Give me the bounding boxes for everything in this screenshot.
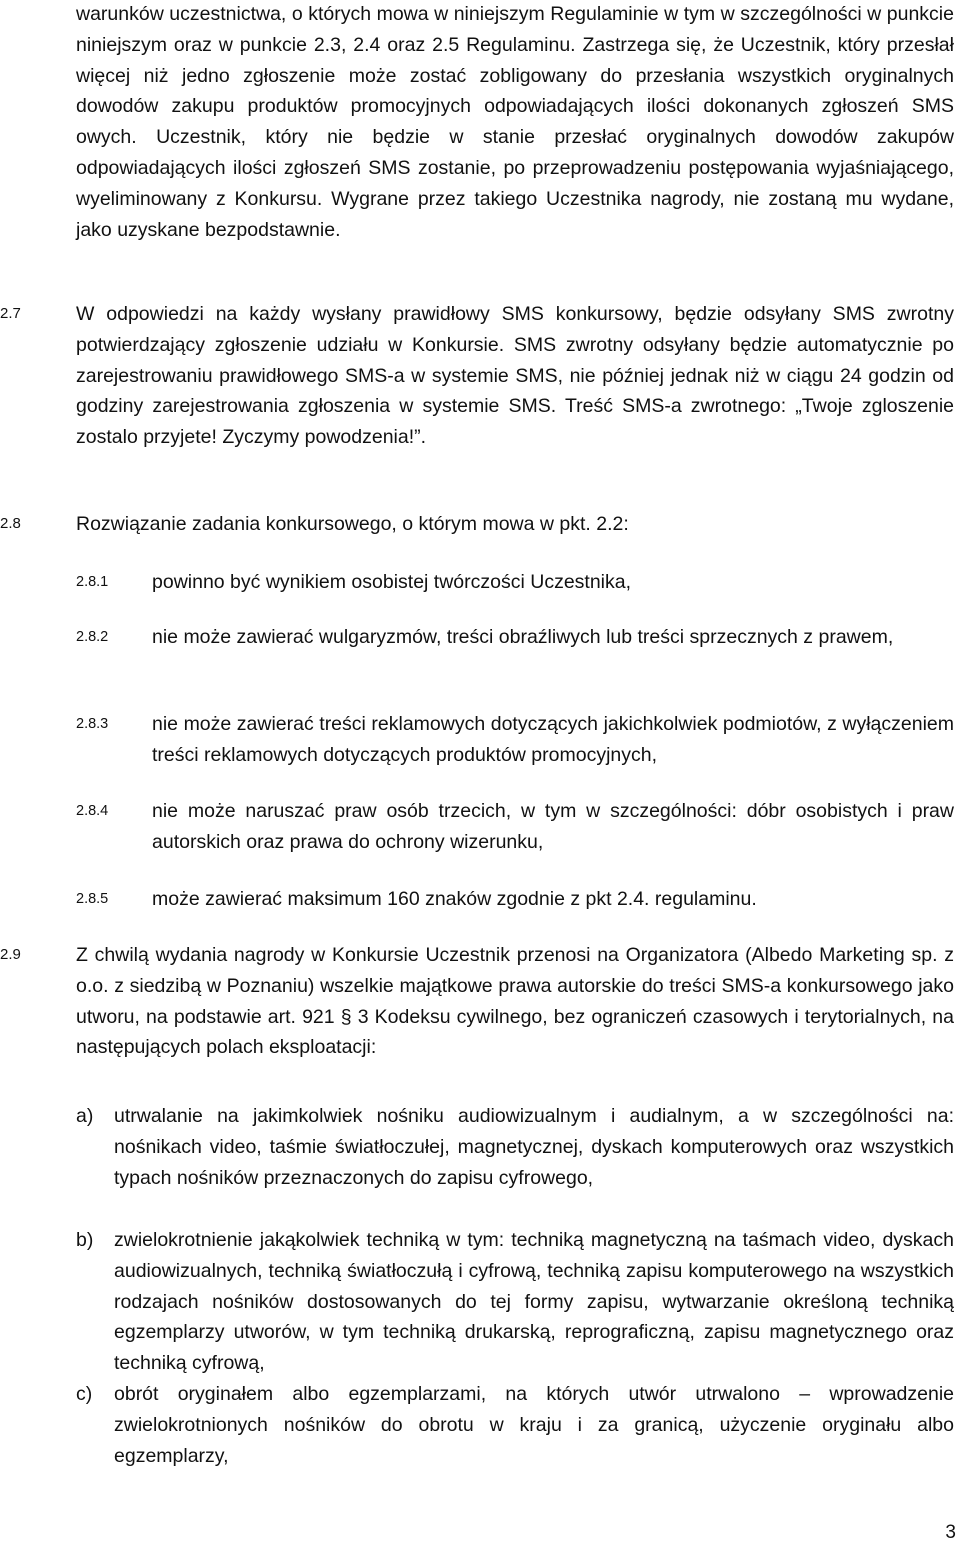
item-number-2-8-3: 2.8.3 bbox=[76, 716, 109, 732]
page-number: 3 bbox=[945, 1522, 956, 1543]
item-2-8-2-text: nie może zawierać wulgaryzmów, treści obraźliwych lub treści sprzecznych z prawem, bbox=[152, 626, 894, 648]
item-2-8-4-text: nie może naruszać praw osób trzecich, w tym w szczególności: dóbr osobistych i praw autorskich oraz prawa do ochrony wizerunku, bbox=[152, 800, 954, 853]
list-letter-a: a) bbox=[76, 1105, 94, 1127]
item-number-2-8-1: 2.8.1 bbox=[76, 574, 109, 590]
section-number-2-7: 2.7 bbox=[0, 305, 21, 322]
item-2-8-3-text: nie może zawierać treści reklamowych dotyczących jakichkolwiek podmiotów, z wyłączeniem treści reklamowych dotyczących produktów promocyjnych, bbox=[152, 713, 954, 766]
list-letter-b: b) bbox=[76, 1229, 94, 1251]
list-item-b-text: zwielokrotnienie jakąkolwiek techniką w tym: techniką magnetyczną na taśmach video, dyskach audiowizualnych, techniką światłoczułą i cyfrową, techniką zapisu komputerowego na wszystkich rodzajach nośników dostosowanych do tej formy zapisu, wytwarzanie określoną techniką egzemplarzy utworów, w tym techniką drukarską, reprograficzną, zapisu magnetycznego oraz techniką cyfrową, bbox=[114, 1229, 954, 1375]
item-2-8-1-text: powinno być wynikiem osobistej twórczości Uczestnika, bbox=[152, 571, 632, 593]
section-number-2-8: 2.8 bbox=[0, 515, 21, 532]
item-number-2-8-2: 2.8.2 bbox=[76, 629, 109, 645]
list-item-c-text: obrót oryginałem albo egzemplarzami, na których utwór utrwalono – wprowadzenie zwielokrotnionych nośników do obrotu w kraju i za granicą, użyczenie oryginału albo egzemplarzy, bbox=[114, 1383, 954, 1467]
section-number-2-9: 2.9 bbox=[0, 946, 21, 963]
list-item-a-text: utrwalanie na jakimkolwiek nośniku audiowizualnym i audialnym, a w szczególności na: nośnikach video, taśmie światłoczułej, magnetycznej, dyskach komputerowych oraz wszystkich typach nośników przeznaczonych do zapisu cyfrowego, bbox=[114, 1105, 954, 1189]
section-2-8-text: Rozwiązanie zadania konkursowego, o którym mowa w pkt. 2.2: bbox=[76, 513, 629, 535]
section-2-7-text: W odpowiedzi na każdy wysłany prawidłowy SMS konkursowy, będzie odsyłany SMS zwrotny potwierdzający zgłoszenie udziału w Konkursie. SMS zwrotny odsyłany będzie automatycznie po zarejestrowaniu prawidłowego SMS-a w systemie SMS, nie później jednak niż w ciągu 24 godzin od godziny zarejestrowania zgłoszenia w systemie SMS. Treść SMS-a zwrotnego: „Twoje zgloszenie zostalo przyjete! Zyczymy powodzenia!”. bbox=[76, 303, 954, 449]
item-2-8-5-text: może zawierać maksimum 160 znaków zgodnie z pkt 2.4. regulaminu. bbox=[152, 888, 757, 910]
list-letter-c: c) bbox=[76, 1383, 93, 1405]
intro-paragraph: warunków uczestnictwa, o których mowa w niniejszym Regulaminie w tym w szczególności w punkcie niniejszym oraz w punkcie 2.3, 2.4 oraz 2.5 Regulaminu. Zastrzega się, że Uczestnik, który przesłał więcej niż jedno zgłoszenie może zostać zobligowany do przesłania wszystkich oryginalnych dowodów zakupu produktów promocyjnych odpowiadających ilości dokonanych zgłoszeń SMS owych. Uczestnik, który nie będzie w stanie przesłać oryginalnych dowodów zakupów odpowiadających ilości zgłoszeń SMS zostanie, po przeprowadzeniu postępowania wyjaśniającego, wyeliminowany z Konkursu. Wygrane przez takiego Uczestnika nagrody, nie zostaną mu wydane, jako uzyskane bezpodstawnie. bbox=[76, 3, 954, 241]
item-number-2-8-5: 2.8.5 bbox=[76, 891, 109, 907]
section-2-9-text: Z chwilą wydania nagrody w Konkursie Uczestnik przenosi na Organizatora (Albedo Marketing sp. z o.o. z siedzibą w Poznaniu) wszelkie majątkowe prawa autorskie do treści SMS-a konkursowego jako utworu, na podstawie art. 921 § 3 Kodeksu cywilnego, bez ograniczeń czasowych i terytorialnych, na następujących polach eksploatacji: bbox=[76, 944, 954, 1059]
item-number-2-8-4: 2.8.4 bbox=[76, 803, 109, 819]
